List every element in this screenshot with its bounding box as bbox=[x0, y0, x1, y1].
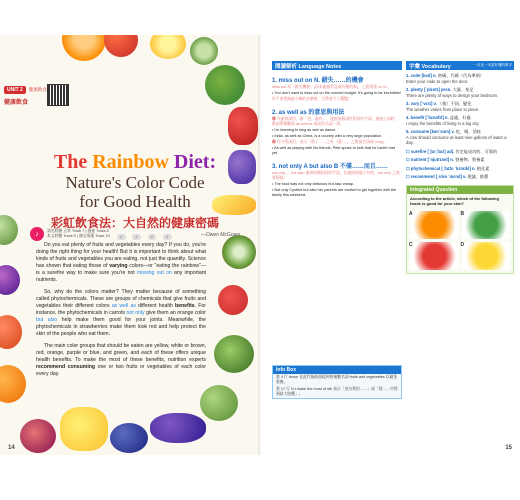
option-label: A bbox=[409, 210, 413, 217]
notes-header bbox=[272, 61, 402, 70]
info-box-header: Info Box bbox=[273, 366, 401, 374]
integrated-question bbox=[406, 185, 514, 274]
title-line-3: for Good Health bbox=[79, 192, 191, 211]
pepper-image bbox=[228, 107, 258, 145]
text-run: . For instance, the phytochemicals in carrots bbox=[36, 303, 206, 316]
vocab-header bbox=[406, 61, 514, 70]
question-text: According to the article, which of the following foods is good for your skin? bbox=[410, 195, 499, 206]
info-box bbox=[272, 365, 402, 399]
chip-2[interactable]: ✓ bbox=[132, 234, 141, 240]
answer-option-strawberries[interactable] bbox=[410, 242, 459, 270]
section-label: 健康飲食 bbox=[4, 100, 29, 106]
option-label: C bbox=[409, 241, 413, 248]
info-list bbox=[273, 374, 401, 398]
vocab-word: varying bbox=[109, 263, 128, 269]
vocab-word: recommend bbox=[36, 364, 66, 370]
text-run: give them an orange color bbox=[144, 310, 206, 316]
qr-code-icon[interactable] bbox=[47, 84, 69, 106]
vocab-note: 一本比一本更好懂的單字 bbox=[473, 63, 512, 67]
vocab-headword: ☐ surefire [ˋʃʊr͵faɪr] adj. bbox=[406, 148, 456, 154]
answer-option-bananas[interactable] bbox=[462, 242, 511, 270]
vocab-title: 字彙 Vocabulary bbox=[409, 63, 451, 70]
vocab-list bbox=[406, 73, 514, 180]
note-line: 你不會想錯過今晚的音樂會，它將會令人驚豔！ bbox=[272, 97, 352, 101]
vocab-column bbox=[406, 61, 514, 274]
plum-image bbox=[0, 265, 20, 295]
note-line: miss out 為「錯失機會」(而未能做有益或有趣的事)，之後常接 on N.。 bbox=[272, 85, 391, 89]
blueberries-image bbox=[110, 423, 148, 453]
language-notes-column bbox=[272, 61, 402, 198]
vocab-definition: （使）不同、變化 bbox=[437, 101, 472, 106]
vocab-headword: ☐ nutrient [ˋnjutrɪənt] n. bbox=[406, 157, 456, 162]
title-line-2: Nature's Color Code bbox=[65, 173, 205, 192]
note-line: • I'm learning to sing as well as dance. bbox=[272, 128, 337, 132]
key-phrase: missing out on bbox=[136, 270, 172, 276]
title-zh-text: 彩虹飲食法：大自然的健康密碼 bbox=[50, 216, 219, 230]
title-word-1: The bbox=[53, 151, 88, 173]
option-label: B bbox=[460, 210, 465, 217]
vocab-example: Enter your code to open the door. bbox=[406, 78, 469, 84]
vocab-headword: 1. code [kod] n. bbox=[406, 73, 438, 78]
headphones-icon[interactable]: ♪ bbox=[30, 227, 44, 241]
audio-text-2: 本文聆聽 Track 9 | 課文導讀 Track 10 bbox=[47, 234, 110, 238]
article-paragraph bbox=[36, 343, 206, 378]
vocab-definition: 大量、充足 bbox=[452, 87, 474, 92]
vocab-example: A cow should consume at least nine gallons of water a day. bbox=[406, 134, 507, 145]
answer-option-broccoli[interactable] bbox=[462, 211, 511, 239]
answer-option-carrots[interactable] bbox=[410, 211, 459, 239]
check-chips bbox=[117, 225, 174, 243]
chip-1[interactable]: ✓ bbox=[117, 234, 126, 240]
note-line: • You don't want to miss out on the concert tonight. It's going to be incredible! bbox=[272, 91, 402, 95]
text-run: any important nutrients. bbox=[36, 270, 206, 283]
note-title: 2. as well as 的意思與用法 bbox=[272, 110, 345, 116]
broccoli-image bbox=[205, 65, 245, 105]
article-paragraph bbox=[36, 289, 206, 338]
title-word-3: Diet: bbox=[173, 151, 217, 173]
key-phrase: as well as bbox=[111, 303, 136, 309]
vocab-example: The weather varies from place to place. bbox=[406, 106, 480, 112]
text-run: colors—or "eating the rainbow"—is a surefire way to make sure you're not bbox=[36, 263, 206, 276]
vocab-item bbox=[406, 87, 514, 98]
lemon-image bbox=[150, 35, 186, 59]
key-phrase: but also bbox=[36, 317, 58, 323]
text-run: The main color groups that should be eaten are yellow, white or brown, red, orange, purple or blue, and green, and each of these offers unique health benefits. To make the most of these benefits, nutrition experts bbox=[36, 343, 206, 363]
eggplant-image bbox=[150, 413, 206, 443]
language-note bbox=[272, 107, 402, 156]
vocab-definition: 肯定能成功的、可靠的 bbox=[455, 148, 498, 154]
cherry-tomato-image bbox=[0, 315, 22, 349]
vocab-item bbox=[406, 174, 514, 180]
text-run: Do you eat plenty of fruits and vegetables every day? If you do, you're doing the right thing for your health! But it is important to think about what kinds of fruits and vegetables you are eating, not just the quantity. Science has shown that eating those of bbox=[36, 242, 206, 269]
orange-image bbox=[0, 365, 26, 403]
corn-image bbox=[60, 407, 108, 451]
audio-row bbox=[30, 225, 174, 243]
vocab-definition: 營養物、營養素 bbox=[455, 157, 485, 162]
unit-subtitle: 健康飲食 bbox=[28, 87, 47, 92]
audio-text-1: 請先聆聽 正常 Track 7 | 慢速 Track 8 bbox=[47, 229, 109, 233]
vocab-item bbox=[406, 149, 514, 155]
note-line: ❶ 作連接詞用，指「也、還有」，連接兩個詞性相同的字詞，連接主詞時，動詞單複數與 as well as 前面的名詞一致。 bbox=[272, 117, 399, 126]
info-item: 第 4 行 those 在此代指前面提到的複數名詞 fruits and vegetables 以避免重複。 bbox=[276, 375, 398, 384]
question-header: Integrated Question bbox=[407, 186, 513, 194]
language-note bbox=[272, 75, 402, 102]
vocab-headword: 2. plenty [ˋplɛntɪ] pron. bbox=[406, 87, 453, 92]
note-title: 3. not only A but also B 不僅……而且…… bbox=[272, 164, 388, 170]
vocab-item bbox=[406, 115, 514, 126]
vocab-example: I enjoy the benefits of living in a big city. bbox=[406, 120, 480, 126]
note-line: • India, as well as China, is a country with a very large population. bbox=[272, 134, 383, 138]
tomato-image bbox=[104, 35, 138, 57]
vocab-item bbox=[406, 73, 514, 84]
vocab-headword: 3. vary [ˋvɛrɪ] v. bbox=[406, 101, 438, 106]
option-label: D bbox=[460, 241, 465, 248]
strawberry-image bbox=[218, 285, 248, 315]
page-number-left: 14 bbox=[8, 445, 15, 451]
unit-tag bbox=[4, 86, 47, 94]
text-run: different health bbox=[135, 303, 175, 309]
vocab-item bbox=[406, 129, 514, 146]
apple-image bbox=[200, 385, 238, 421]
answer-options bbox=[407, 208, 513, 273]
language-note bbox=[272, 161, 402, 198]
vocab-headword: ☐ phytochemical [͵faɪto ˋkɛmɪkl] n. bbox=[406, 165, 477, 171]
page-number-right: 15 bbox=[505, 445, 512, 451]
notes-title: 閱讀解析 Language Notes bbox=[275, 63, 342, 70]
vocab-item bbox=[406, 101, 514, 112]
left-page bbox=[0, 35, 260, 455]
note-line: not only … but also 連接結構相同的字詞，若連接兩個子句時，not only 之後要倒裝。 bbox=[272, 171, 400, 180]
text-run: So, why do the colors matter? They matter because of something called phytochemicals. These are groups of chemicals that give fruits and vegetables their different colors bbox=[36, 289, 206, 309]
chip-4[interactable]: ✓ bbox=[163, 234, 172, 240]
vocab-headword: 4. benefit [ˋbɛnəfɪt] n. bbox=[406, 115, 450, 120]
vocab-item bbox=[406, 157, 514, 163]
vocab-word: benefits bbox=[174, 303, 195, 309]
vocab-headword: ☐ recommend [͵rɛkə ˋmɛnd] v. bbox=[406, 174, 468, 179]
vocab-headword: 5. consume [kənˋsum] v. bbox=[406, 129, 456, 134]
vocab-word: consuming bbox=[67, 364, 96, 370]
article-paragraph bbox=[36, 242, 206, 284]
note-line: • As well as playing with his friends, Pete spoke to kids that he hadn't met yet. bbox=[272, 146, 395, 155]
unit-badge: UNIT 2 bbox=[4, 86, 26, 94]
vocab-definition: 密碼、代碼（代為準則） bbox=[437, 73, 484, 78]
book-spread bbox=[0, 35, 520, 455]
notes-list bbox=[272, 75, 402, 198]
cucumber-image bbox=[190, 37, 218, 65]
right-page bbox=[262, 35, 520, 455]
vocab-example: There are plenty of ways to design your bedroom. bbox=[406, 92, 499, 98]
text-run: one or two fruits or vegetables of each color every day. bbox=[36, 364, 206, 377]
chip-3[interactable]: ✓ bbox=[148, 234, 157, 240]
note-line: • The food was not only delicious but also cheap. bbox=[272, 182, 355, 186]
author: —Owen McGown bbox=[200, 232, 240, 238]
note-line: • Not only Cynthia but also her parents are excited to get together with the family this weekend. bbox=[272, 188, 397, 197]
vocab-item bbox=[406, 166, 514, 172]
info-item: 第 17 行 N.t make the most of sth 表示「充分利用……」或「從……中得到最大收穫」。 bbox=[276, 387, 398, 396]
article-body bbox=[36, 242, 206, 383]
cabbage-image bbox=[214, 335, 254, 373]
orange-slice-image bbox=[62, 35, 106, 61]
title-word-2: Rainbow bbox=[92, 151, 169, 173]
vocab-definition: 建議、推薦 bbox=[467, 174, 489, 179]
lime-image bbox=[0, 215, 18, 245]
audio-info bbox=[47, 229, 110, 239]
text-run: help make them good for your joints. Meanwhile, the phytochemicals in strawberries make them look red and help protect the skin of the people who eat them. bbox=[36, 317, 206, 337]
key-phrase: not only bbox=[126, 310, 145, 316]
beet-image bbox=[20, 419, 56, 453]
article-title bbox=[30, 151, 240, 173]
note-line: ❷ 作介系詞用，表示「除了……之外（還）」，之後接名詞或 V-ing。 bbox=[272, 140, 388, 144]
vocab-definition: 吃、喝、消耗 bbox=[455, 129, 481, 134]
kiwi-image bbox=[222, 235, 256, 269]
note-title: 1. miss out on N. 錯失……的機會 bbox=[272, 78, 364, 84]
vocab-definition: 益處、好處 bbox=[449, 115, 471, 120]
vocab-definition: 植化素 bbox=[476, 165, 490, 171]
